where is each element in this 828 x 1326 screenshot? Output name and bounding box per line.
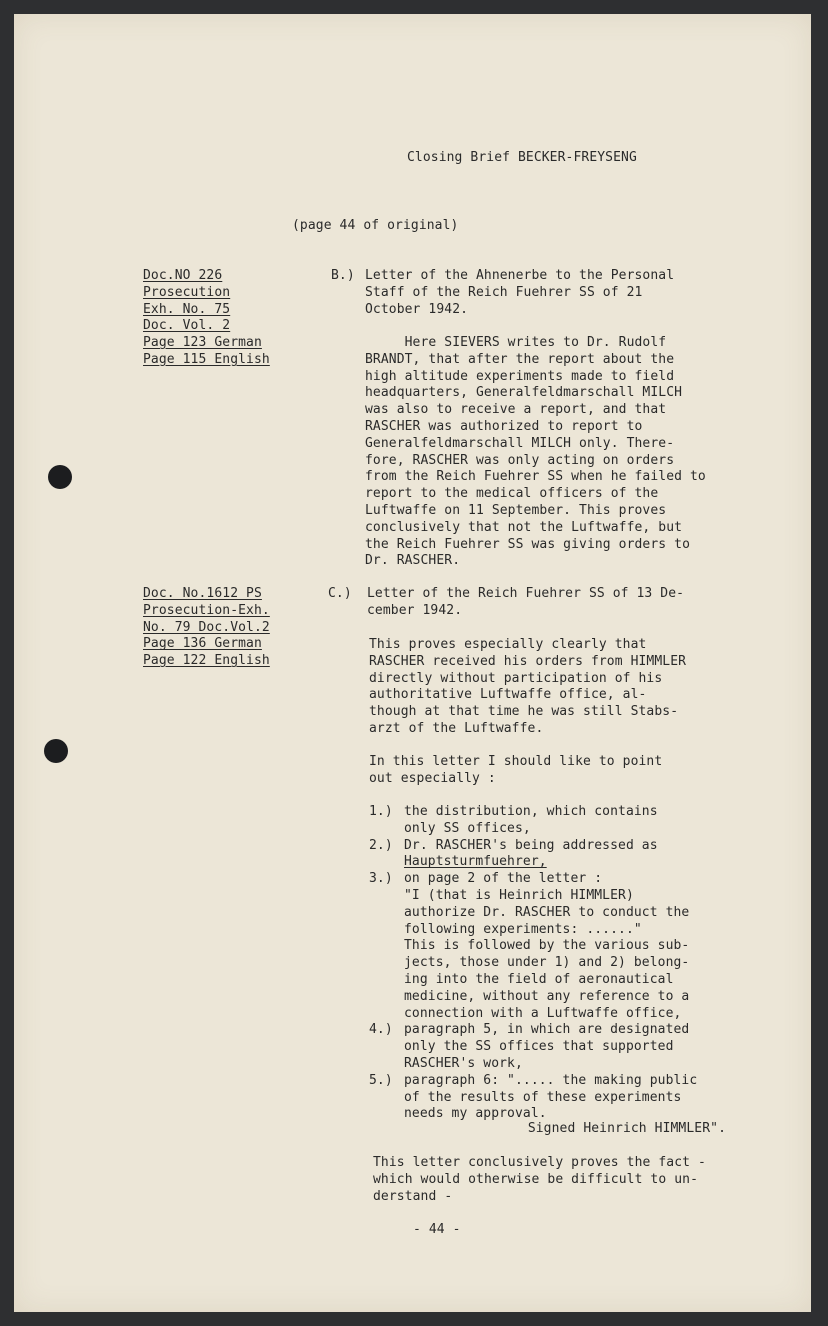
list-item-line: only SS offices, xyxy=(404,820,531,836)
heading-line: October 1942. xyxy=(365,301,469,317)
doc-reference-line: Exh. No. 75 xyxy=(143,301,231,317)
numbered-list xyxy=(369,804,739,1123)
list-item-text xyxy=(404,1073,697,1123)
list-item-number: 2.) xyxy=(369,837,393,853)
section-marker-c: C.) xyxy=(328,586,352,601)
conclusion-paragraph xyxy=(373,1155,706,1205)
list-item-line: ing into the field of aeronautical xyxy=(404,971,674,987)
list-item xyxy=(369,1022,739,1072)
section-marker-b: B.) xyxy=(331,268,355,283)
list-item-line: RASCHER's work, xyxy=(404,1055,523,1071)
body-line: RASCHER received his orders from HIMMLER xyxy=(369,653,687,669)
list-item-line: paragraph 6: "..... the making public xyxy=(404,1072,698,1088)
doc-reference-line: Page 115 English xyxy=(143,351,270,367)
section-heading-b xyxy=(365,268,674,318)
list-item-text xyxy=(404,871,689,1022)
body-line: which would otherwise be difficult to un- xyxy=(373,1171,698,1187)
doc-reference-line: Doc. No.1612 PS xyxy=(143,586,262,601)
body-line: This letter conclusively proves the fact - xyxy=(373,1155,706,1170)
body-line: out especially : xyxy=(369,770,496,786)
list-item-line: only the SS offices that supported xyxy=(404,1039,674,1055)
body-line: report to the medical officers of the xyxy=(365,486,659,502)
list-item-line: needs my approval. xyxy=(404,1106,547,1122)
body-line: arzt of the Luftwaffe. xyxy=(369,720,544,736)
list-item-line: on page 2 of the letter : xyxy=(404,871,603,887)
doc-reference-line: Doc. Vol. 2 xyxy=(143,318,231,334)
heading-line: Letter of the Ahnenerbe to the Personal xyxy=(365,268,675,283)
doc-reference-line: Prosecution xyxy=(143,284,231,300)
body-line: fore, RASCHER was only acting on orders xyxy=(365,452,675,468)
list-item-line: Hauptsturmfuehrer, xyxy=(404,854,547,870)
heading-line: cember 1942. xyxy=(367,602,463,618)
list-item-line: authorize Dr. RASCHER to conduct the xyxy=(404,904,690,920)
list-item-line: "I (that is Heinrich HIMMLER) xyxy=(404,887,634,903)
punch-hole-top xyxy=(48,465,72,489)
list-item xyxy=(369,804,739,838)
body-line: directly without participation of his xyxy=(369,670,663,686)
list-item-line: of the results of these experiments xyxy=(404,1089,682,1105)
list-item-number: 4.) xyxy=(369,1022,393,1038)
list-item-line: paragraph 5, in which are designated xyxy=(404,1022,690,1038)
section-body-b xyxy=(365,335,706,570)
list-item-line: jects, those under 1) and 2) belong- xyxy=(404,955,690,971)
body-line: high altitude experiments made to field xyxy=(365,368,675,384)
body-line: In this letter I should like to point xyxy=(369,754,663,769)
doc-reference-b xyxy=(143,268,270,369)
body-line: the Reich Fuehrer SS was giving orders to xyxy=(365,536,690,552)
doc-reference-line: Prosecution-Exh. xyxy=(143,602,270,618)
list-item-text xyxy=(404,804,658,838)
list-item-text xyxy=(404,838,658,872)
doc-reference-line: Page 122 English xyxy=(143,653,270,669)
body-line: was also to receive a report, and that xyxy=(365,402,667,418)
list-item xyxy=(369,838,739,872)
body-line: from the Reich Fuehrer SS when he failed to xyxy=(365,469,706,485)
heading-line: Letter of the Reich Fuehrer SS of 13 De- xyxy=(367,586,685,601)
body-line: conclusively that not the Luftwaffe, but xyxy=(365,519,683,535)
list-item-line: medicine, without any reference to a xyxy=(404,988,690,1004)
doc-reference-line: Doc.NO 226 xyxy=(143,268,223,283)
list-item-text xyxy=(404,1022,689,1072)
doc-reference-line: Page 136 German xyxy=(143,636,262,652)
list-item xyxy=(369,871,739,1022)
body-line: headquarters, Generalfeldmarschall MILCH xyxy=(365,385,683,401)
list-item xyxy=(369,1073,739,1123)
body-line: authoritative Luftwaffe office, al- xyxy=(369,687,647,703)
list-item-line: following experiments: ......" xyxy=(404,921,642,937)
body-line: This proves especially clearly that xyxy=(369,637,647,652)
section-paragraph-c1 xyxy=(369,637,686,738)
list-item-number: 1.) xyxy=(369,804,393,819)
page-title: Closing Brief BECKER-FREYSENG xyxy=(407,150,637,165)
heading-line: Staff of the Reich Fuehrer SS of 21 xyxy=(365,284,643,300)
list-item-number: 3.) xyxy=(369,871,393,887)
original-page-reference: (page 44 of original) xyxy=(292,218,459,233)
body-line: BRANDT, that after the report about the xyxy=(365,351,675,367)
body-line: Generalfeldmarschall MILCH only. There- xyxy=(365,435,675,451)
body-line: Here SIEVERS writes to Dr. Rudolf xyxy=(365,335,667,350)
section-paragraph-c2 xyxy=(369,754,662,788)
body-line: Luftwaffe on 11 September. This proves xyxy=(365,502,667,518)
body-line: derstand - xyxy=(373,1188,453,1204)
page-number: - 44 - xyxy=(413,1222,461,1237)
body-line: RASCHER was authorized to report to xyxy=(365,418,643,434)
list-item-line: the distribution, which contains xyxy=(404,804,658,819)
doc-reference-line: No. 79 Doc.Vol.2 xyxy=(143,619,270,635)
body-line: Dr. RASCHER. xyxy=(365,553,461,569)
list-item-line: connection with a Luftwaffe office, xyxy=(404,1005,682,1021)
list-item-line: Dr. RASCHER's being addressed as xyxy=(404,837,658,853)
list-item-number: 5.) xyxy=(369,1072,393,1088)
doc-reference-c xyxy=(143,586,270,670)
signature-line: Signed Heinrich HIMMLER". xyxy=(527,1121,726,1136)
list-item-line: This is followed by the various sub- xyxy=(404,938,690,954)
section-heading-c xyxy=(367,586,684,620)
body-line: though at that time he was still Stabs- xyxy=(369,704,679,720)
doc-reference-line: Page 123 German xyxy=(143,335,262,351)
punch-hole-bottom xyxy=(44,739,68,763)
